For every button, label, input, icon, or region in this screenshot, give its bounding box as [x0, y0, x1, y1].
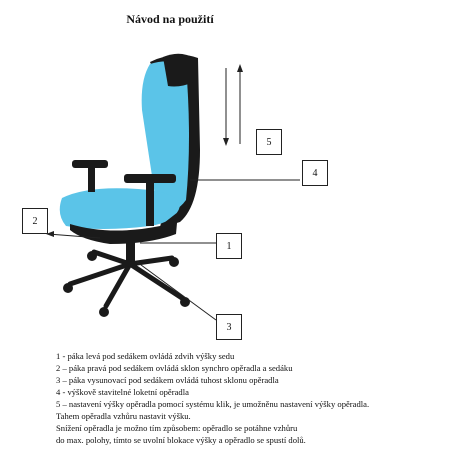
instruction-line: 4 - výškově stavitelné loketní opěradla: [56, 387, 189, 397]
armrest-right-post: [146, 180, 154, 226]
instruction-line: Tahem opěradla vzhůru nastavit výšku.: [56, 411, 191, 421]
callout-4: 4: [302, 160, 328, 186]
seat-cushion: [60, 188, 180, 229]
instruction-line: 3 – páka vysunovací pod sedákem ovládá tuhost sklonu opěradla: [56, 375, 279, 385]
instruction-line: 1 - páka levá pod sedákem ovládá zdvih výšky sedu: [56, 351, 235, 361]
document-title: Návod na použití: [126, 12, 214, 26]
gas-lift: [126, 238, 135, 264]
instruction-line: 5 – nastavení výšky opěradla pomocí systému klik, je umožněnu nastavení výšky opěradla.: [56, 399, 370, 409]
instruction-line: do max. polohy, tímto se uvolní blokace výšky a opěradlo se spustí dolů.: [56, 435, 306, 445]
callout-1: 1: [216, 233, 242, 259]
star-base: [70, 252, 182, 306]
armrest-left-post: [88, 166, 95, 192]
instructions-text: [56, 350, 464, 446]
callout-3: 3: [216, 314, 242, 340]
callout-2: 2: [22, 208, 48, 234]
headrest: [163, 54, 194, 87]
callout-5: 5: [256, 129, 282, 155]
instruction-line: Snížení opěradla je možno tím způsobem: opěradlo se potáhne vzhůru: [56, 423, 298, 433]
instruction-line: 2 – páka pravá pod sedákem ovládá sklon synchro opěradla a sedáku: [56, 363, 293, 373]
